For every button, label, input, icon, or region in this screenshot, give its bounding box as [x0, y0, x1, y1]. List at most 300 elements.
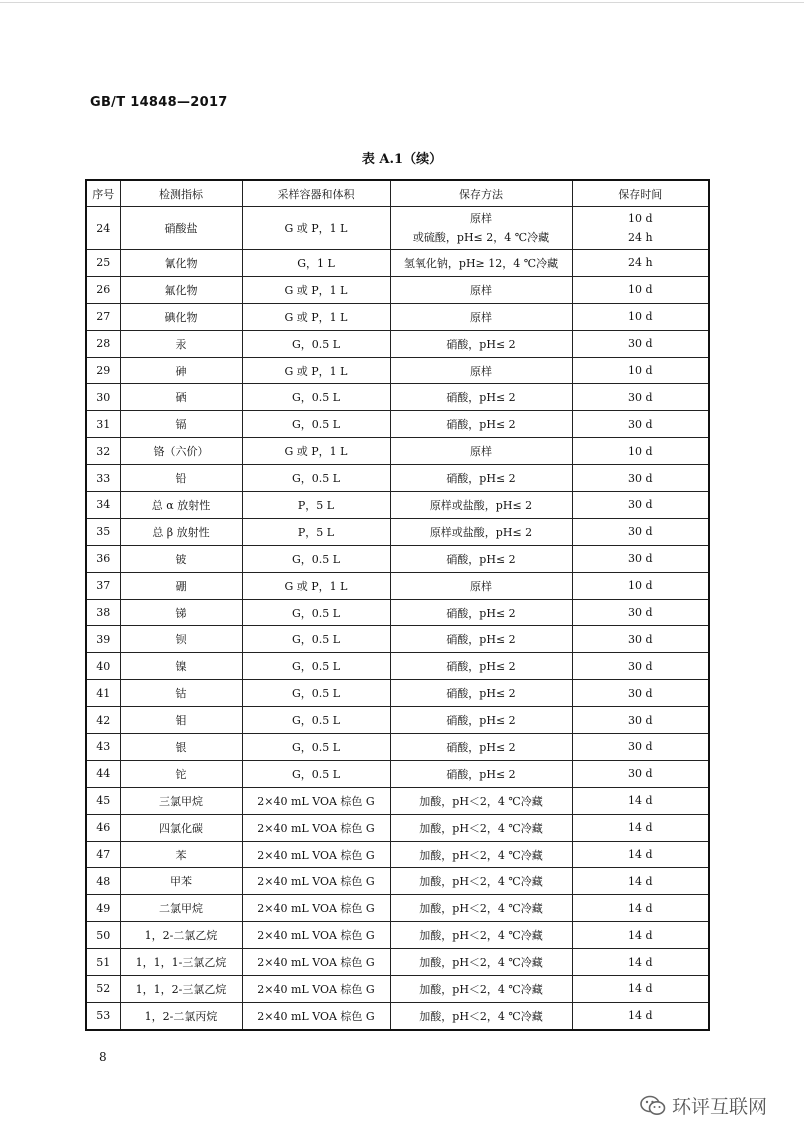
cell-method-text: 原样	[470, 579, 492, 593]
cell-no-text: 41	[96, 686, 111, 700]
cell-container-text: G，0.5 L	[291, 418, 341, 432]
cell-method	[390, 599, 572, 626]
cell-item	[120, 922, 242, 949]
cell-no	[86, 922, 120, 949]
cell-method	[390, 250, 572, 277]
cell-item-text: 硼	[175, 579, 187, 593]
cell-container	[242, 411, 390, 438]
table-row	[86, 411, 709, 438]
cell-item	[120, 545, 242, 572]
cell-no-text: 37	[96, 579, 111, 593]
cell-method-text: 加酸，pH＜2，4 ℃冷藏	[419, 929, 543, 943]
cell-item-text: 甲苯	[170, 875, 192, 889]
cell-no	[86, 572, 120, 599]
cell-time-text: 30 d	[627, 417, 653, 431]
cell-container	[242, 868, 390, 895]
cell-container	[242, 707, 390, 734]
cell-item-text: 硒	[175, 391, 187, 405]
cell-method	[390, 814, 572, 841]
cell-no	[86, 760, 120, 787]
cell-method	[390, 680, 572, 707]
cell-method-text: 原样	[470, 364, 492, 378]
cell-no	[86, 276, 120, 303]
table-row	[86, 276, 709, 303]
cell-no	[86, 438, 120, 465]
cell-item-text: 碘化物	[164, 310, 198, 324]
table-row	[86, 492, 709, 519]
table-row	[86, 760, 709, 787]
cell-item	[120, 492, 242, 519]
cell-time-text: 14 d	[627, 794, 653, 808]
table-row	[86, 841, 709, 868]
cell-method-text: 加酸，pH＜2，4 ℃冷藏	[419, 848, 543, 862]
cell-method	[390, 895, 572, 922]
cell-method-text: 硝酸，pH≤ 2	[446, 418, 516, 432]
cell-item-text: 铊	[175, 767, 187, 781]
cell-time	[572, 841, 709, 868]
cell-no-text: 33	[96, 471, 111, 485]
cell-no	[86, 976, 120, 1003]
cell-method	[390, 626, 572, 653]
cell-container-text: G，0.5 L	[291, 714, 341, 728]
cell-no	[86, 357, 120, 384]
cell-container	[242, 787, 390, 814]
preservation-table	[85, 179, 710, 1031]
cell-time-text: 14 d	[627, 874, 653, 888]
cell-item-text: 锑	[175, 606, 187, 620]
cell-no	[86, 734, 120, 761]
cell-method-text: 加酸，pH＜2，4 ℃冷藏	[419, 821, 543, 835]
cell-container-text: P，5 L	[297, 525, 335, 539]
cell-method-text: 原样	[470, 310, 492, 324]
cell-time-text: 30 d	[627, 767, 653, 781]
cell-no	[86, 330, 120, 357]
cell-container-text: G，0.5 L	[291, 687, 341, 701]
cell-container-text: 2×40 mL VOA 棕色 G	[257, 875, 375, 889]
cell-time	[572, 949, 709, 976]
cell-time	[572, 599, 709, 626]
cell-container	[242, 895, 390, 922]
cell-item	[120, 653, 242, 680]
cell-time-text: 30 d	[627, 471, 653, 485]
cell-container-text: G，1 L	[297, 256, 335, 270]
wechat-icon	[640, 1095, 666, 1117]
cell-time	[572, 545, 709, 572]
table-row	[86, 250, 709, 277]
column-header-method: 保存方法	[390, 180, 572, 207]
cell-method	[390, 276, 572, 303]
cell-container	[242, 1002, 390, 1029]
cell-item	[120, 895, 242, 922]
cell-time	[572, 207, 709, 250]
cell-item-text: 银	[175, 740, 187, 754]
cell-item-text: 1，2-二氯丙烷	[144, 1009, 218, 1023]
cell-container-text: G，0.5 L	[291, 660, 341, 674]
cell-item	[120, 949, 242, 976]
table-row	[86, 572, 709, 599]
cell-time-text: 30 d	[627, 606, 653, 620]
cell-item	[120, 787, 242, 814]
cell-method-text: 原样	[470, 283, 492, 297]
cell-container	[242, 207, 390, 250]
cell-item-text: 二氯甲烷	[159, 902, 203, 916]
column-header-container: 采样容器和体积	[242, 180, 390, 207]
cell-no-text: 35	[96, 525, 111, 539]
cell-time	[572, 438, 709, 465]
cell-method	[390, 384, 572, 411]
cell-item-text: 钼	[175, 714, 187, 728]
cell-no	[86, 599, 120, 626]
cell-method-text: 加酸，pH＜2，4 ℃冷藏	[419, 875, 543, 889]
cell-method-text: 或硫酸，pH≤ 2，4 ℃冷藏	[412, 231, 550, 244]
cell-container	[242, 680, 390, 707]
table-row	[86, 868, 709, 895]
cell-no	[86, 207, 120, 250]
cell-no	[86, 787, 120, 814]
cell-method-text: 加酸，pH＜2，4 ℃冷藏	[419, 1009, 543, 1023]
cell-method-text: 原样或盐酸，pH≤ 2	[429, 525, 533, 539]
cell-no-text: 29	[96, 364, 111, 377]
table-row	[86, 680, 709, 707]
cell-method-text: 加酸，pH＜2，4 ℃冷藏	[419, 794, 543, 808]
cell-container	[242, 518, 390, 545]
cell-no-text: 27	[96, 310, 111, 324]
cell-no-text: 44	[96, 767, 111, 781]
cell-method-text: 加酸，pH＜2，4 ℃冷藏	[419, 902, 543, 916]
cell-time	[572, 814, 709, 841]
cell-time	[572, 760, 709, 787]
cell-no-text: 47	[96, 848, 111, 862]
cell-container	[242, 250, 390, 277]
table-row	[86, 518, 709, 545]
cell-container-text: P，5 L	[297, 498, 335, 512]
cell-container-text: 2×40 mL VOA 棕色 G	[257, 956, 375, 970]
cell-method-text: 硝酸，pH≤ 2	[446, 687, 516, 701]
cell-time	[572, 976, 709, 1003]
cell-item-text: 总 α 放射性	[151, 498, 211, 512]
cell-time-text: 14 d	[627, 928, 653, 942]
cell-method	[390, 207, 572, 250]
cell-container-text: G 或 P，1 L	[284, 579, 348, 593]
cell-method-text: 氢氧化钠，pH≥ 12，4 ℃冷藏	[403, 256, 559, 270]
cell-container	[242, 545, 390, 572]
table-row	[86, 922, 709, 949]
cell-container-text: 2×40 mL VOA 棕色 G	[257, 794, 375, 808]
cell-time	[572, 922, 709, 949]
cell-item-text: 氰化物	[164, 256, 198, 270]
cell-item-text: 汞	[175, 337, 187, 351]
cell-no	[86, 1002, 120, 1029]
cell-method	[390, 841, 572, 868]
cell-container	[242, 357, 390, 384]
cell-no	[86, 303, 120, 330]
cell-time	[572, 276, 709, 303]
cell-container	[242, 492, 390, 519]
cell-no-text: 49	[96, 901, 111, 915]
cell-container	[242, 572, 390, 599]
cell-method	[390, 572, 572, 599]
cell-time	[572, 734, 709, 761]
cell-container	[242, 330, 390, 357]
cell-no-text: 24	[96, 221, 111, 235]
cell-time-text: 14 d	[627, 821, 653, 835]
cell-container-text: G 或 P，1 L	[284, 283, 348, 297]
cell-item	[120, 976, 242, 1003]
cell-container-text: G 或 P，1 L	[284, 445, 348, 459]
table-row	[86, 626, 709, 653]
cell-method	[390, 949, 572, 976]
cell-item-text: 硝酸盐	[164, 221, 198, 235]
cell-item	[120, 303, 242, 330]
table-row	[86, 1002, 709, 1029]
cell-item-text: 氟化物	[164, 283, 198, 297]
cell-container	[242, 922, 390, 949]
table-row	[86, 465, 709, 492]
cell-method	[390, 976, 572, 1003]
page-number: 8	[99, 1050, 107, 1064]
cell-time	[572, 1002, 709, 1029]
table-row	[86, 734, 709, 761]
cell-no	[86, 411, 120, 438]
cell-item	[120, 572, 242, 599]
cell-no-text: 46	[96, 821, 111, 835]
cell-time	[572, 250, 709, 277]
cell-no-text: 32	[96, 444, 111, 458]
cell-time-text: 10 d	[627, 283, 653, 297]
cell-container-text: 2×40 mL VOA 棕色 G	[257, 902, 375, 916]
table-row	[86, 653, 709, 680]
table-row	[86, 545, 709, 572]
cell-time	[572, 330, 709, 357]
cell-container	[242, 626, 390, 653]
cell-time	[572, 572, 709, 599]
table-row	[86, 707, 709, 734]
cell-no-text: 26	[96, 283, 111, 297]
cell-time	[572, 895, 709, 922]
cell-method-text: 硝酸，pH≤ 2	[446, 337, 516, 351]
cell-method	[390, 438, 572, 465]
cell-no	[86, 680, 120, 707]
cell-method	[390, 760, 572, 787]
cell-method-text: 原样或盐酸，pH≤ 2	[429, 498, 533, 512]
cell-item-text: 铅	[175, 472, 187, 486]
watermark	[640, 1092, 767, 1119]
cell-item-text: 钴	[175, 687, 187, 701]
cell-container	[242, 814, 390, 841]
cell-item	[120, 518, 242, 545]
cell-no	[86, 518, 120, 545]
cell-item	[120, 1002, 242, 1029]
cell-container-text: G 或 P，1 L	[284, 364, 348, 378]
cell-method	[390, 492, 572, 519]
cell-no-text: 45	[96, 794, 111, 808]
cell-container	[242, 841, 390, 868]
cell-no-text: 28	[96, 337, 111, 351]
cell-time-text: 30 d	[627, 713, 653, 727]
cell-container-text: G，0.5 L	[291, 472, 341, 486]
cell-method-text: 硝酸，pH≤ 2	[446, 472, 516, 486]
cell-time	[572, 518, 709, 545]
cell-time-text: 10 d	[627, 212, 653, 225]
cell-no-text: 25	[96, 256, 111, 270]
cell-container	[242, 976, 390, 1003]
cell-method-text: 加酸，pH＜2，4 ℃冷藏	[419, 982, 543, 996]
cell-item	[120, 814, 242, 841]
cell-time-text: 30 d	[627, 498, 653, 512]
cell-no-text: 34	[96, 498, 111, 512]
cell-method	[390, 707, 572, 734]
cell-method	[390, 1002, 572, 1029]
cell-item	[120, 626, 242, 653]
cell-time-text: 10 d	[627, 364, 653, 377]
cell-method	[390, 545, 572, 572]
cell-no-text: 30	[96, 390, 111, 404]
cell-container-text: G，0.5 L	[291, 552, 341, 566]
column-header-time: 保存时间	[572, 180, 709, 207]
cell-item-text: 1，1，2-三氯乙烷	[135, 982, 227, 996]
cell-item-text: 苯	[175, 848, 187, 862]
cell-no	[86, 868, 120, 895]
cell-method-text: 硝酸，pH≤ 2	[446, 391, 516, 405]
table-row	[86, 787, 709, 814]
cell-time-text: 14 d	[627, 848, 653, 862]
cell-item-text: 三氯甲烷	[159, 794, 203, 808]
cell-no-text: 48	[96, 874, 111, 888]
cell-no	[86, 814, 120, 841]
cell-item	[120, 250, 242, 277]
cell-item	[120, 330, 242, 357]
table-row	[86, 438, 709, 465]
cell-method-text: 硝酸，pH≤ 2	[446, 606, 516, 620]
cell-time-text: 10 d	[627, 310, 653, 324]
cell-no-text: 50	[96, 928, 111, 942]
cell-no	[86, 653, 120, 680]
cell-method-text: 硝酸，pH≤ 2	[446, 552, 516, 566]
cell-time-text: 10 d	[627, 444, 653, 458]
cell-container	[242, 438, 390, 465]
cell-method	[390, 330, 572, 357]
top-border-line	[0, 2, 804, 3]
cell-item-text: 1，1，1-三氯乙烷	[135, 956, 227, 970]
cell-container-text: G，0.5 L	[291, 767, 341, 781]
cell-container	[242, 465, 390, 492]
cell-container-text: G，0.5 L	[291, 633, 341, 647]
cell-item	[120, 760, 242, 787]
table-row	[86, 357, 709, 384]
cell-container	[242, 599, 390, 626]
cell-no-text: 39	[96, 632, 111, 646]
cell-time-text: 10 d	[627, 579, 653, 593]
cell-time	[572, 707, 709, 734]
cell-item-text: 1，2-二氯乙烷	[144, 929, 218, 943]
cell-no-text: 31	[96, 417, 111, 431]
cell-no	[86, 545, 120, 572]
cell-no	[86, 492, 120, 519]
cell-item-text: 钡	[175, 633, 187, 647]
cell-container-text: 2×40 mL VOA 棕色 G	[257, 929, 375, 943]
cell-method	[390, 734, 572, 761]
cell-no-text: 38	[96, 606, 111, 620]
cell-time-text: 30 d	[627, 337, 653, 351]
cell-method	[390, 465, 572, 492]
cell-method-text: 硝酸，pH≤ 2	[446, 714, 516, 728]
cell-no	[86, 465, 120, 492]
cell-container-text: G 或 P，1 L	[284, 221, 348, 235]
cell-container	[242, 303, 390, 330]
cell-no	[86, 949, 120, 976]
cell-no-text: 42	[96, 713, 111, 727]
cell-time	[572, 680, 709, 707]
cell-method-text: 硝酸，pH≤ 2	[446, 633, 516, 647]
cell-item	[120, 411, 242, 438]
cell-container	[242, 949, 390, 976]
cell-no	[86, 707, 120, 734]
table-row	[86, 330, 709, 357]
cell-no	[86, 841, 120, 868]
cell-time-text: 14 d	[627, 955, 653, 969]
cell-method	[390, 411, 572, 438]
cell-item	[120, 707, 242, 734]
standard-id: GB/T 14848—2017	[90, 95, 228, 110]
cell-container-text: 2×40 mL VOA 棕色 G	[257, 982, 375, 996]
table-caption: 表 A.1（续）	[361, 152, 443, 167]
cell-item-text: 镍	[175, 660, 187, 674]
cell-item-text: 铬（六价）	[153, 445, 209, 459]
column-header-item: 检测指标	[120, 180, 242, 207]
table-row	[86, 895, 709, 922]
cell-container-text: G，0.5 L	[291, 337, 341, 351]
cell-no	[86, 384, 120, 411]
cell-time	[572, 411, 709, 438]
cell-time-text: 24 h	[627, 256, 653, 270]
cell-time	[572, 357, 709, 384]
watermark-text: 环评互联网	[672, 1096, 768, 1118]
cell-container-text: 2×40 mL VOA 棕色 G	[257, 1009, 375, 1023]
cell-method	[390, 922, 572, 949]
cell-method	[390, 868, 572, 895]
cell-container-text: G，0.5 L	[291, 740, 341, 754]
column-header-no: 序号	[86, 180, 120, 207]
cell-time-text: 30 d	[627, 686, 653, 700]
cell-time-text: 14 d	[627, 1009, 653, 1023]
cell-time-text: 14 d	[627, 901, 653, 915]
cell-time	[572, 303, 709, 330]
cell-item	[120, 465, 242, 492]
cell-container-text: G，0.5 L	[291, 606, 341, 620]
cell-time	[572, 787, 709, 814]
cell-item-text: 四氯化碳	[159, 821, 203, 835]
table-row	[86, 814, 709, 841]
cell-no	[86, 626, 120, 653]
cell-container-text: 2×40 mL VOA 棕色 G	[257, 821, 375, 835]
cell-item	[120, 734, 242, 761]
cell-method	[390, 303, 572, 330]
cell-container	[242, 653, 390, 680]
cell-time-text: 30 d	[627, 659, 653, 673]
cell-method-text: 硝酸，pH≤ 2	[446, 767, 516, 781]
cell-method-text: 硝酸，pH≤ 2	[446, 660, 516, 674]
cell-item	[120, 357, 242, 384]
cell-time-text: 30 d	[627, 632, 653, 646]
cell-container	[242, 384, 390, 411]
cell-container-text: G 或 P，1 L	[284, 310, 348, 324]
cell-method-text: 原样	[470, 445, 492, 459]
cell-no-text: 52	[96, 982, 111, 996]
cell-item	[120, 384, 242, 411]
cell-no	[86, 895, 120, 922]
table-row	[86, 949, 709, 976]
cell-item-text: 总 β 放射性	[152, 525, 210, 539]
